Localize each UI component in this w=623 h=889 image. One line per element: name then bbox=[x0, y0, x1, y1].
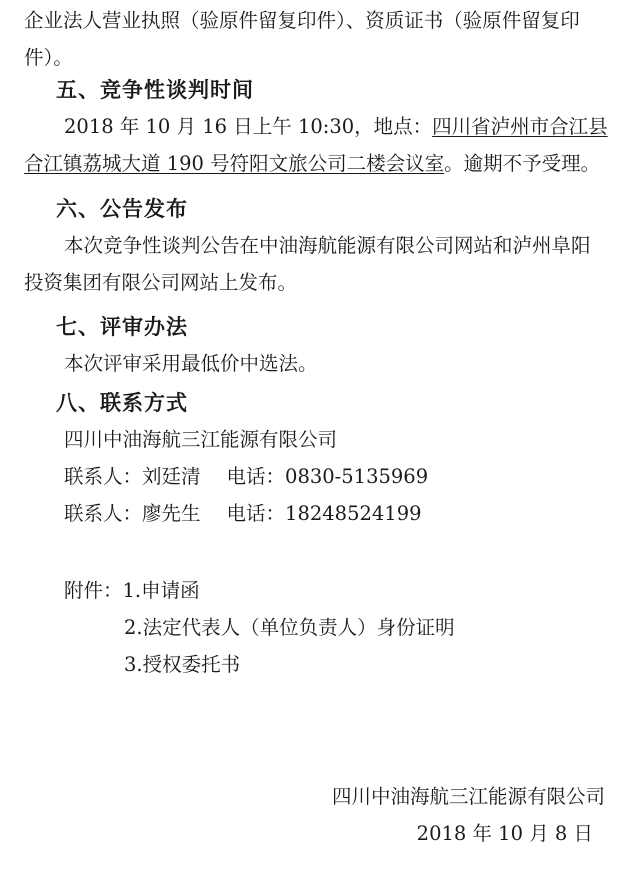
negotiation-note-text: 。逾期不予受理。 bbox=[444, 152, 601, 175]
contact-name-2: 廖先生 bbox=[142, 502, 201, 525]
signature-company: 四川中油海航三江能源有限公司 bbox=[331, 785, 605, 808]
phone-label-2: 电话： bbox=[226, 502, 286, 525]
phone-label-1: 电话： bbox=[226, 465, 286, 488]
attachments-row-1 bbox=[24, 572, 609, 609]
attachment-item-2: 2.法定代表人（单位负责人）身份证明 bbox=[124, 616, 455, 639]
contact-row-1 bbox=[24, 458, 609, 495]
contact-label-1: 联系人： bbox=[64, 465, 143, 488]
signature-date: 2018 年 10 月 8 日 bbox=[416, 822, 593, 845]
section-7-paragraph: 本次评审采用最低价中选法。 bbox=[64, 352, 318, 375]
negotiation-location-text: 四川省泸州市合江县合江镇荔城大道 190 号符阳文旅公司二楼会议室 bbox=[24, 115, 608, 175]
attachment-item-1: 1.申请函 bbox=[122, 579, 200, 602]
phone-value-2: 18248524199 bbox=[285, 502, 422, 525]
contact-row-2 bbox=[24, 495, 609, 532]
section-heading-7: 七、评审办法 bbox=[56, 315, 188, 339]
attachments-label: 附件： bbox=[64, 579, 123, 602]
section-negotiation-time bbox=[24, 74, 609, 182]
phone-value-1: 0830-5135969 bbox=[285, 465, 429, 488]
section-5-paragraph bbox=[24, 108, 609, 182]
section-6-paragraph: 本次竞争性谈判公告在中油海航能源有限公司网站和泸州阜阳投资集团有限公司网站上发布。 bbox=[24, 234, 591, 294]
attachment-item-3: 3.授权委托书 bbox=[124, 653, 241, 676]
intro-paragraph: 企业法人营业执照（验原件留复印件）、资质证书（验原件留复印件）。 bbox=[24, 9, 580, 69]
section-heading-5: 五、竞争性谈判时间 bbox=[56, 78, 254, 102]
section-announcement-release bbox=[24, 193, 609, 301]
attachments-block bbox=[24, 572, 609, 683]
signature-block bbox=[332, 778, 605, 852]
contact-name-1: 刘廷清 bbox=[142, 465, 201, 488]
section-heading-8: 八、联系方式 bbox=[56, 391, 188, 415]
contact-label-2: 联系人： bbox=[64, 502, 143, 525]
section-evaluation-method bbox=[24, 311, 609, 382]
intro-paragraph-block bbox=[24, 2, 609, 76]
section-heading-6: 六、公告发布 bbox=[56, 197, 188, 221]
contact-company-name: 四川中油海航三江能源有限公司 bbox=[64, 428, 338, 451]
negotiation-time-text: 2018 年 10 月 16 日上午 10:30，地点： bbox=[64, 115, 433, 138]
section-contact-info bbox=[24, 387, 609, 532]
